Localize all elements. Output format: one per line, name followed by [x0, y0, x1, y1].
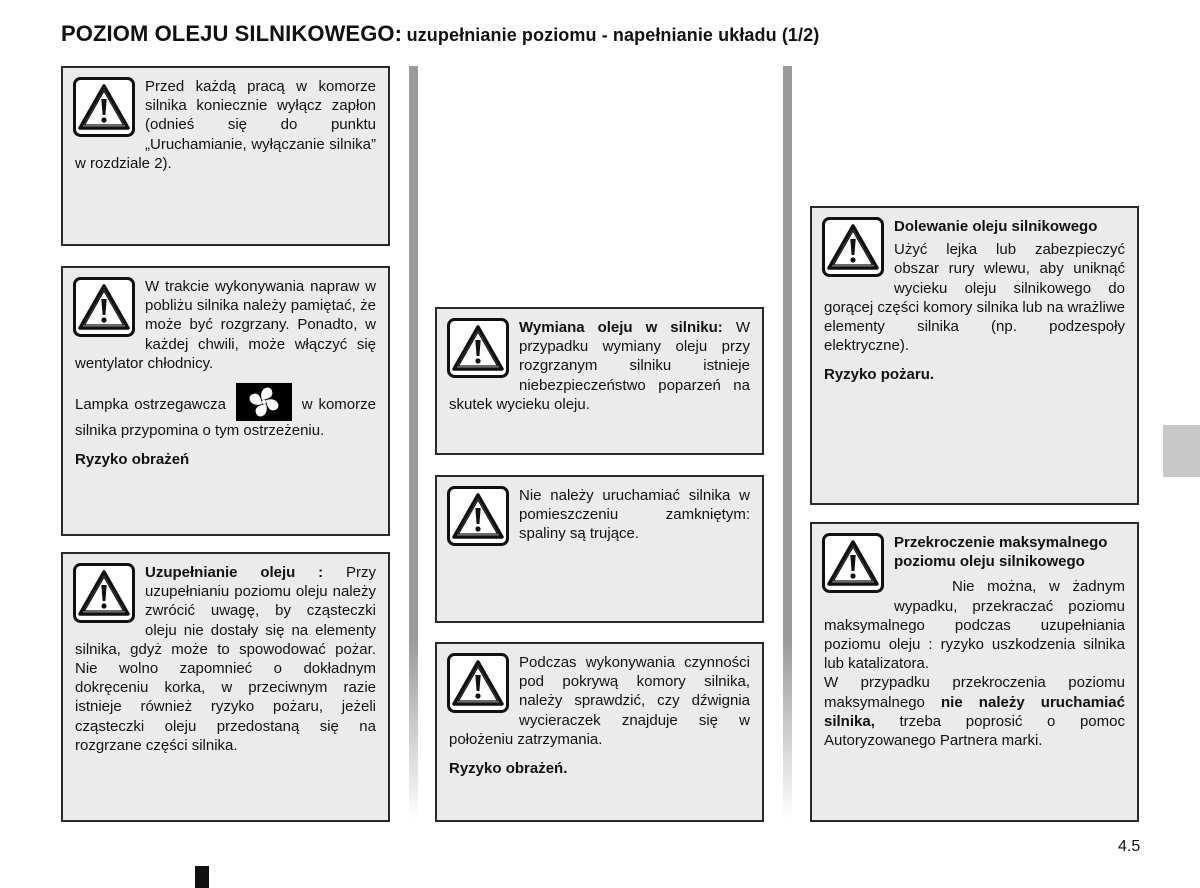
warning-text: Nie należy uruchamiać silnika w pomieszczeniu zamkniętym: spaliny są trujące. — [519, 487, 750, 543]
page-title-main: POZIOM OLEJU SILNIKOWEGO: — [61, 21, 403, 46]
warning-text-3: trzeba poprosić o pomoc Autoryzowanego Partnera marki. — [824, 712, 1125, 750]
warning-heading: Dolewanie oleju silnikowego — [894, 218, 1098, 235]
chapter-tab — [1163, 425, 1200, 477]
warning-text: Podczas wykonywania czynności pod pokrywą komory silnika, należy sprawdzić, czy dźwignia wycieraczek znajduje się w położeniu zatrzymania. — [449, 654, 750, 748]
warning-heading: Wymiana oleju w silniku: — [519, 319, 723, 336]
warning-text: W przypadku wymiany oleju przy rozgrzanym silniku istnieje niebezpieczeństwo poparzeń na skutek wycieku oleju. — [449, 319, 750, 413]
risk-label: Ryzyko obrażeń. — [449, 760, 568, 778]
warning-box-oil-change — [435, 307, 764, 455]
warning-heading: Uzupełnianie oleju : — [145, 564, 324, 581]
warning-triangle-icon — [822, 533, 884, 593]
page-title-sub: uzupełnianie poziomu - napełnianie układu (1/2) — [406, 25, 820, 45]
warning-emphasis: nie należy uruchamiać silnika, — [824, 693, 1125, 730]
warning-box-oil-funnel — [810, 206, 1139, 505]
warning-box-wiper — [435, 642, 764, 822]
warning-text: Nie można, w żadnym wypadku, przekraczać poziomu maksymalnego podczas uzupełniania poziomu oleju : ryzyko uszkodzenia silnika lub katalizatora. — [824, 578, 1125, 673]
warning-box-max-level — [810, 522, 1139, 822]
column-separator-left-fade — [409, 640, 418, 820]
warning-triangle-icon — [447, 486, 509, 546]
risk-label: Ryzyko pożaru. — [824, 366, 935, 384]
warning-text: Przed każdą pracą w komorze silnika koniecznie wyłącz zapłon (odnieś się do punktu „Uruchamianie, wyłączanie silnika” w rozdziale 2). — [75, 78, 376, 172]
warning-text-2: W przypadku przekroczenia poziomu maksymalnego — [824, 674, 1125, 711]
warning-text: W trakcie wykonywania napraw w pobliżu silnika należy pamiętać, że może być rozgrzany. Ponadto, w każdej chwili, może włączyć się wentylator chłodnicy. — [75, 278, 376, 372]
warning-triangle-icon — [73, 277, 135, 337]
warning-text: Użyć lejka lub zabezpieczyć obszar rury wlewu, aby uniknąć wycieku oleju silnikowego do gorącej części komory silnika lub na wrażliwe elementy silnika (np. podzespoły elektryczne). — [824, 241, 1125, 355]
warning-text: Przy uzupełnianiu poziomu oleju należy zwrócić uwagę, by cząsteczki oleju nie dostały się na elementy silnika, gdyż może to spowodować pożar. Nie wolno zapomnieć o dokładnym dokręceniu korka, w przeciwnym razie istnieje również ryzyko pożaru, jeżeli cząsteczki oleju przedostaną się na rozgrzane części silnika. — [75, 564, 376, 754]
warning-box-hot-engine — [61, 266, 390, 536]
warning-box-engine-off — [61, 66, 390, 246]
crop-mark — [195, 866, 209, 888]
risk-label: Ryzyko obrażeń — [75, 451, 190, 469]
warning-triangle-icon — [73, 77, 135, 137]
warning-triangle-icon — [73, 563, 135, 623]
warning-box-exhaust — [435, 475, 764, 623]
column-separator-right — [783, 66, 792, 640]
page-number: 4.5 — [1118, 838, 1141, 855]
warning-triangle-icon — [447, 318, 509, 378]
warning-light-text: w komorze silnika przypomina o tym ostrzeżeniu. — [75, 396, 376, 440]
warning-triangle-icon — [447, 653, 509, 713]
column-separator-left — [409, 66, 418, 640]
warning-triangle-icon — [822, 217, 884, 277]
page-title — [61, 21, 819, 47]
cooling-fan-warning-light-icon — [236, 383, 292, 421]
warning-heading: Przekroczenie maksymalnego poziomu oleju silnikowego — [894, 534, 1108, 571]
warning-light-label: Lampka ostrzegawcza — [75, 396, 226, 414]
warning-box-oil-topup — [61, 552, 390, 822]
column-separator-right-fade — [783, 640, 792, 820]
